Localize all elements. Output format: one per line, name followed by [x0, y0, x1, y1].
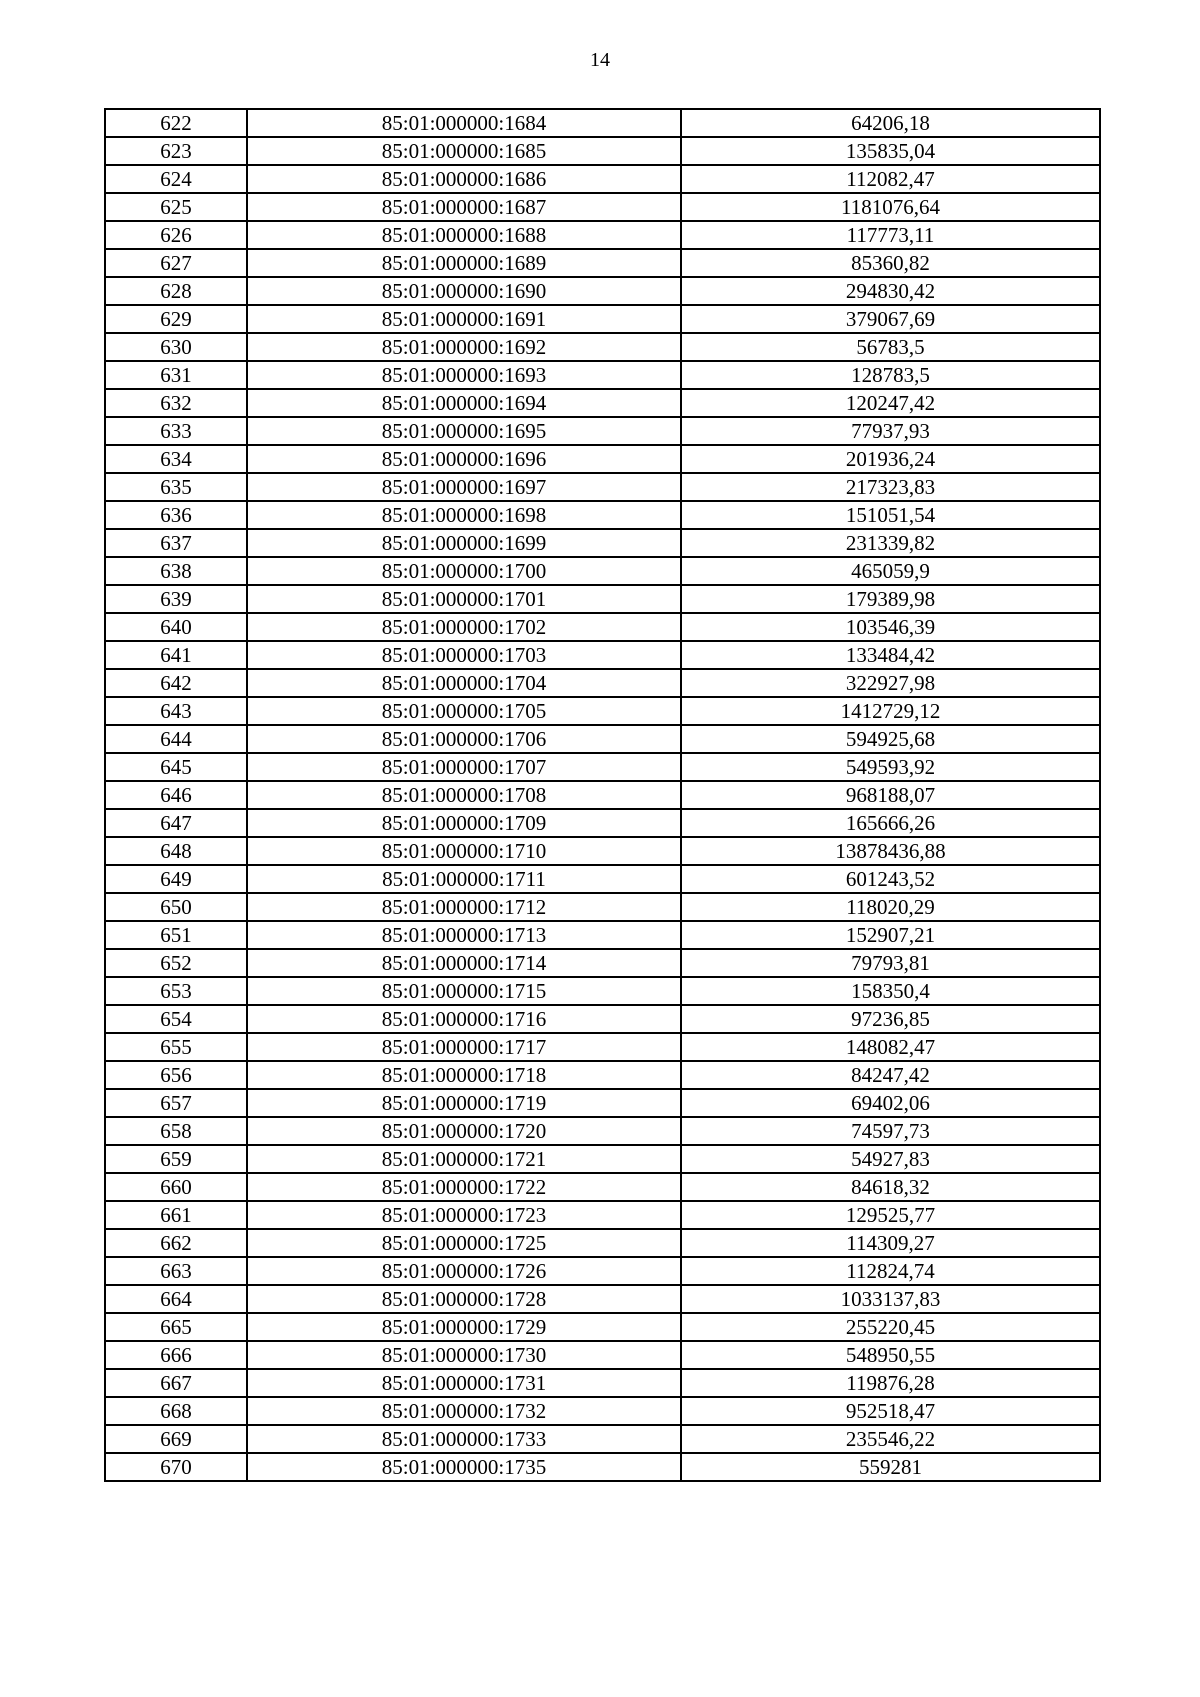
page-number: 14 — [590, 49, 610, 71]
cadastral-number-cell: 85:01:000000:1726 — [247, 1257, 681, 1285]
cadastral-number-cell: 85:01:000000:1717 — [247, 1033, 681, 1061]
row-number-cell: 630 — [105, 333, 247, 361]
cadastral-number-cell: 85:01:000000:1728 — [247, 1285, 681, 1313]
cadastral-number-cell: 85:01:000000:1684 — [247, 109, 681, 137]
value-cell: 152907,21 — [681, 921, 1100, 949]
cadastral-number-cell: 85:01:000000:1725 — [247, 1229, 681, 1257]
value-cell: 114309,27 — [681, 1229, 1100, 1257]
value-cell: 559281 — [681, 1453, 1100, 1481]
value-cell: 112082,47 — [681, 165, 1100, 193]
table-row — [105, 1089, 1100, 1117]
row-number-cell: 641 — [105, 641, 247, 669]
row-number-cell: 660 — [105, 1173, 247, 1201]
table-row — [105, 1229, 1100, 1257]
table-row — [105, 221, 1100, 249]
cadastral-number-cell: 85:01:000000:1732 — [247, 1397, 681, 1425]
table-row — [105, 725, 1100, 753]
table-row — [105, 1341, 1100, 1369]
row-number-cell: 635 — [105, 473, 247, 501]
cadastral-number-cell: 85:01:000000:1691 — [247, 305, 681, 333]
row-number-cell: 645 — [105, 753, 247, 781]
value-cell: 151051,54 — [681, 501, 1100, 529]
table-row — [105, 417, 1100, 445]
value-cell: 465059,9 — [681, 557, 1100, 585]
cadastral-number-cell: 85:01:000000:1702 — [247, 613, 681, 641]
table-row — [105, 865, 1100, 893]
value-cell: 13878436,88 — [681, 837, 1100, 865]
value-cell: 84618,32 — [681, 1173, 1100, 1201]
table-row — [105, 921, 1100, 949]
cadastral-number-cell: 85:01:000000:1701 — [247, 585, 681, 613]
table-row — [105, 501, 1100, 529]
row-number-cell: 627 — [105, 249, 247, 277]
row-number-cell: 629 — [105, 305, 247, 333]
cadastral-number-cell: 85:01:000000:1713 — [247, 921, 681, 949]
cadastral-number-cell: 85:01:000000:1699 — [247, 529, 681, 557]
cadastral-number-cell: 85:01:000000:1695 — [247, 417, 681, 445]
cadastral-number-cell: 85:01:000000:1703 — [247, 641, 681, 669]
row-number-cell: 634 — [105, 445, 247, 473]
row-number-cell: 661 — [105, 1201, 247, 1229]
cadastral-number-cell: 85:01:000000:1708 — [247, 781, 681, 809]
table-row — [105, 389, 1100, 417]
cadastral-number-cell: 85:01:000000:1696 — [247, 445, 681, 473]
row-number-cell: 637 — [105, 529, 247, 557]
value-cell: 294830,42 — [681, 277, 1100, 305]
row-number-cell: 654 — [105, 1005, 247, 1033]
table-row — [105, 1173, 1100, 1201]
value-cell: 128783,5 — [681, 361, 1100, 389]
value-cell: 1033137,83 — [681, 1285, 1100, 1313]
row-number-cell: 650 — [105, 893, 247, 921]
value-cell: 117773,11 — [681, 221, 1100, 249]
value-cell: 594925,68 — [681, 725, 1100, 753]
table-row — [105, 641, 1100, 669]
row-number-cell: 644 — [105, 725, 247, 753]
row-number-cell: 662 — [105, 1229, 247, 1257]
cadastral-number-cell: 85:01:000000:1731 — [247, 1369, 681, 1397]
row-number-cell: 640 — [105, 613, 247, 641]
table-row — [105, 1117, 1100, 1145]
cadastral-number-cell: 85:01:000000:1721 — [247, 1145, 681, 1173]
row-number-cell: 652 — [105, 949, 247, 977]
table-row — [105, 277, 1100, 305]
row-number-cell: 659 — [105, 1145, 247, 1173]
cadastral-number-cell: 85:01:000000:1689 — [247, 249, 681, 277]
cadastral-number-cell: 85:01:000000:1729 — [247, 1313, 681, 1341]
cadastral-number-cell: 85:01:000000:1720 — [247, 1117, 681, 1145]
row-number-cell: 625 — [105, 193, 247, 221]
cadastral-number-cell: 85:01:000000:1693 — [247, 361, 681, 389]
row-number-cell: 658 — [105, 1117, 247, 1145]
value-cell: 158350,4 — [681, 977, 1100, 1005]
table-row — [105, 1145, 1100, 1173]
value-cell: 165666,26 — [681, 809, 1100, 837]
table-row — [105, 249, 1100, 277]
table-row — [105, 165, 1100, 193]
row-number-cell: 663 — [105, 1257, 247, 1285]
value-cell: 119876,28 — [681, 1369, 1100, 1397]
row-number-cell: 626 — [105, 221, 247, 249]
row-number-cell: 623 — [105, 137, 247, 165]
row-number-cell: 657 — [105, 1089, 247, 1117]
value-cell: 235546,22 — [681, 1425, 1100, 1453]
value-cell: 1412729,12 — [681, 697, 1100, 725]
row-number-cell: 633 — [105, 417, 247, 445]
table-row — [105, 109, 1100, 137]
value-cell: 112824,74 — [681, 1257, 1100, 1285]
table-row — [105, 1397, 1100, 1425]
table-row — [105, 1369, 1100, 1397]
table-body — [105, 109, 1100, 1481]
table-row — [105, 529, 1100, 557]
table-row — [105, 893, 1100, 921]
row-number-cell: 656 — [105, 1061, 247, 1089]
row-number-cell: 669 — [105, 1425, 247, 1453]
cadastral-number-cell: 85:01:000000:1723 — [247, 1201, 681, 1229]
value-cell: 255220,45 — [681, 1313, 1100, 1341]
cadastral-number-cell: 85:01:000000:1710 — [247, 837, 681, 865]
table-row — [105, 333, 1100, 361]
row-number-cell: 653 — [105, 977, 247, 1005]
cadastral-number-cell: 85:01:000000:1700 — [247, 557, 681, 585]
table-row — [105, 753, 1100, 781]
table-row — [105, 1033, 1100, 1061]
table-row — [105, 1285, 1100, 1313]
row-number-cell: 624 — [105, 165, 247, 193]
table-row — [105, 1453, 1100, 1481]
value-cell: 56783,5 — [681, 333, 1100, 361]
value-cell: 201936,24 — [681, 445, 1100, 473]
cadastral-number-cell: 85:01:000000:1711 — [247, 865, 681, 893]
cadastral-number-cell: 85:01:000000:1707 — [247, 753, 681, 781]
value-cell: 84247,42 — [681, 1061, 1100, 1089]
table-row — [105, 361, 1100, 389]
row-number-cell: 646 — [105, 781, 247, 809]
row-number-cell: 651 — [105, 921, 247, 949]
value-cell: 217323,83 — [681, 473, 1100, 501]
table-row — [105, 193, 1100, 221]
table-row — [105, 669, 1100, 697]
value-cell: 54927,83 — [681, 1145, 1100, 1173]
cadastral-number-cell: 85:01:000000:1686 — [247, 165, 681, 193]
value-cell: 548950,55 — [681, 1341, 1100, 1369]
row-number-cell: 648 — [105, 837, 247, 865]
value-cell: 79793,81 — [681, 949, 1100, 977]
row-number-cell: 670 — [105, 1453, 247, 1481]
value-cell: 97236,85 — [681, 1005, 1100, 1033]
cadastral-number-cell: 85:01:000000:1712 — [247, 893, 681, 921]
value-cell: 133484,42 — [681, 641, 1100, 669]
table-row — [105, 473, 1100, 501]
table-row — [105, 137, 1100, 165]
cadastral-number-cell: 85:01:000000:1719 — [247, 1089, 681, 1117]
cadastral-number-cell: 85:01:000000:1697 — [247, 473, 681, 501]
value-cell: 85360,82 — [681, 249, 1100, 277]
cadastral-number-cell: 85:01:000000:1735 — [247, 1453, 681, 1481]
cadastral-number-cell: 85:01:000000:1698 — [247, 501, 681, 529]
table-row — [105, 1061, 1100, 1089]
row-number-cell: 664 — [105, 1285, 247, 1313]
row-number-cell: 638 — [105, 557, 247, 585]
table-row — [105, 1201, 1100, 1229]
table-row — [105, 697, 1100, 725]
row-number-cell: 665 — [105, 1313, 247, 1341]
value-cell: 120247,42 — [681, 389, 1100, 417]
cadastral-number-cell: 85:01:000000:1715 — [247, 977, 681, 1005]
cadastral-number-cell: 85:01:000000:1730 — [247, 1341, 681, 1369]
value-cell: 952518,47 — [681, 1397, 1100, 1425]
row-number-cell: 647 — [105, 809, 247, 837]
cadastral-number-cell: 85:01:000000:1718 — [247, 1061, 681, 1089]
cadastral-number-cell: 85:01:000000:1722 — [247, 1173, 681, 1201]
row-number-cell: 631 — [105, 361, 247, 389]
value-cell: 74597,73 — [681, 1117, 1100, 1145]
row-number-cell: 639 — [105, 585, 247, 613]
value-cell: 322927,98 — [681, 669, 1100, 697]
row-number-cell: 655 — [105, 1033, 247, 1061]
table-row — [105, 1313, 1100, 1341]
value-cell: 601243,52 — [681, 865, 1100, 893]
table-row — [105, 837, 1100, 865]
row-number-cell: 632 — [105, 389, 247, 417]
cadastral-value-table — [104, 108, 1101, 1482]
row-number-cell: 667 — [105, 1369, 247, 1397]
value-cell: 179389,98 — [681, 585, 1100, 613]
value-cell: 379067,69 — [681, 305, 1100, 333]
row-number-cell: 628 — [105, 277, 247, 305]
cadastral-number-cell: 85:01:000000:1733 — [247, 1425, 681, 1453]
cadastral-number-cell: 85:01:000000:1688 — [247, 221, 681, 249]
cadastral-number-cell: 85:01:000000:1705 — [247, 697, 681, 725]
table-row — [105, 613, 1100, 641]
row-number-cell: 666 — [105, 1341, 247, 1369]
cadastral-number-cell: 85:01:000000:1690 — [247, 277, 681, 305]
cadastral-number-cell: 85:01:000000:1709 — [247, 809, 681, 837]
table-row — [105, 557, 1100, 585]
table-row — [105, 1257, 1100, 1285]
table-row — [105, 1425, 1100, 1453]
value-cell: 1181076,64 — [681, 193, 1100, 221]
cadastral-number-cell: 85:01:000000:1685 — [247, 137, 681, 165]
row-number-cell: 643 — [105, 697, 247, 725]
cadastral-number-cell: 85:01:000000:1694 — [247, 389, 681, 417]
row-number-cell: 636 — [105, 501, 247, 529]
table-row — [105, 445, 1100, 473]
table-row — [105, 781, 1100, 809]
value-cell: 968188,07 — [681, 781, 1100, 809]
cadastral-number-cell: 85:01:000000:1687 — [247, 193, 681, 221]
value-cell: 64206,18 — [681, 109, 1100, 137]
value-cell: 549593,92 — [681, 753, 1100, 781]
value-cell: 77937,93 — [681, 417, 1100, 445]
value-cell: 118020,29 — [681, 893, 1100, 921]
row-number-cell: 622 — [105, 109, 247, 137]
value-cell: 69402,06 — [681, 1089, 1100, 1117]
value-cell: 231339,82 — [681, 529, 1100, 557]
cadastral-number-cell: 85:01:000000:1714 — [247, 949, 681, 977]
cadastral-number-cell: 85:01:000000:1706 — [247, 725, 681, 753]
value-cell: 129525,77 — [681, 1201, 1100, 1229]
value-cell: 148082,47 — [681, 1033, 1100, 1061]
table-row — [105, 1005, 1100, 1033]
row-number-cell: 668 — [105, 1397, 247, 1425]
table-row — [105, 809, 1100, 837]
cadastral-number-cell: 85:01:000000:1704 — [247, 669, 681, 697]
row-number-cell: 642 — [105, 669, 247, 697]
row-number-cell: 649 — [105, 865, 247, 893]
table-row — [105, 305, 1100, 333]
value-cell: 103546,39 — [681, 613, 1100, 641]
cadastral-number-cell: 85:01:000000:1716 — [247, 1005, 681, 1033]
value-cell: 135835,04 — [681, 137, 1100, 165]
table-row — [105, 977, 1100, 1005]
cadastral-number-cell: 85:01:000000:1692 — [247, 333, 681, 361]
table-row — [105, 585, 1100, 613]
table-row — [105, 949, 1100, 977]
